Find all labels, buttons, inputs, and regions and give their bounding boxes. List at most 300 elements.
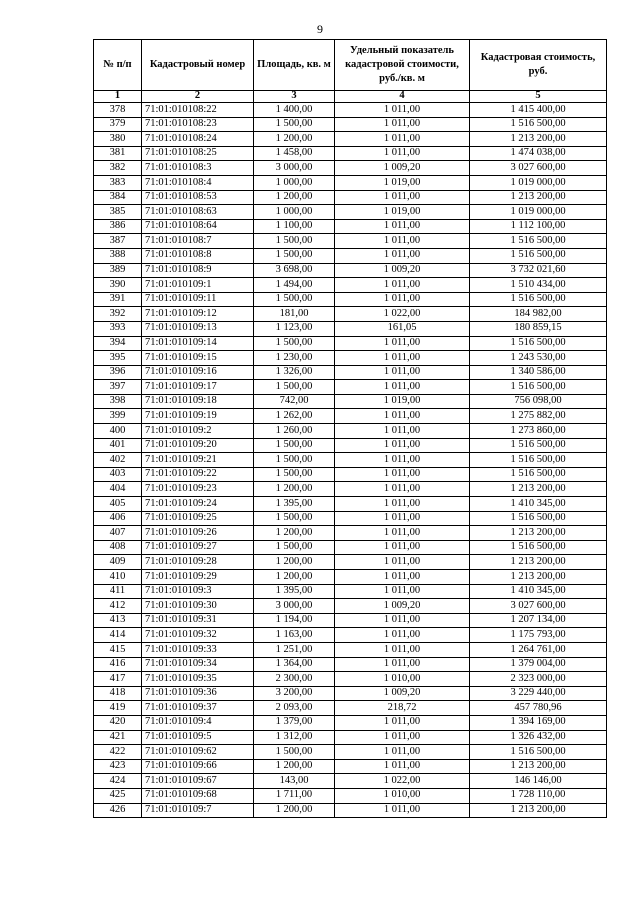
unit-cost-cell: 1 011,00 (335, 248, 470, 263)
cadastral-value-cell: 1 516 500,00 (470, 234, 607, 249)
table-row (94, 351, 607, 366)
unit-cost-cell: 1 011,00 (335, 628, 470, 643)
row-number-cell: 408 (94, 540, 142, 555)
unit-cost-cell: 1 011,00 (335, 745, 470, 760)
cadastral-value-cell: 1 213 200,00 (470, 759, 607, 774)
cadastral-value-cell: 1 516 500,00 (470, 292, 607, 307)
cadastral-value-cell: 3 027 600,00 (470, 161, 607, 176)
unit-cost-cell: 1 009,20 (335, 686, 470, 701)
cadastral-id-cell: 71:01:010109:62 (142, 745, 254, 760)
area-cell: 1 200,00 (254, 132, 335, 147)
unit-cost-cell: 1 009,20 (335, 599, 470, 614)
cadastral-value-cell: 1 213 200,00 (470, 190, 607, 205)
cadastral-id-cell: 71:01:010109:23 (142, 482, 254, 497)
row-number-cell: 426 (94, 803, 142, 818)
row-number-cell: 379 (94, 117, 142, 132)
area-cell: 1 194,00 (254, 613, 335, 628)
table-row (94, 161, 607, 176)
row-number-cell: 385 (94, 205, 142, 220)
cadastral-id-cell: 71:01:010109:13 (142, 321, 254, 336)
table-row (94, 453, 607, 468)
cadastral-value-cell: 1 410 345,00 (470, 584, 607, 599)
row-number-cell: 397 (94, 380, 142, 395)
header-cadastral-id: Кадастровый номер (142, 40, 254, 91)
table-row (94, 336, 607, 351)
unit-cost-cell: 1 011,00 (335, 657, 470, 672)
area-cell: 1 200,00 (254, 555, 335, 570)
area-cell: 1 364,00 (254, 657, 335, 672)
row-number-cell: 381 (94, 146, 142, 161)
table-row (94, 321, 607, 336)
cadastral-id-cell: 71:01:010109:66 (142, 759, 254, 774)
cadastral-value-cell: 1 275 882,00 (470, 409, 607, 424)
area-cell: 1 260,00 (254, 424, 335, 439)
area-cell: 1 500,00 (254, 234, 335, 249)
cadastral-id-cell: 71:01:010109:22 (142, 467, 254, 482)
cadastral-value-cell: 1 516 500,00 (470, 453, 607, 468)
column-number: 5 (470, 91, 607, 103)
cadastral-id-cell: 71:01:010109:25 (142, 511, 254, 526)
area-cell: 3 200,00 (254, 686, 335, 701)
table-row (94, 103, 607, 118)
unit-cost-cell: 1 011,00 (335, 730, 470, 745)
area-cell: 3 000,00 (254, 161, 335, 176)
row-number-cell: 417 (94, 672, 142, 687)
cadastral-id-cell: 71:01:010109:16 (142, 365, 254, 380)
cadastral-value-cell: 1 394 169,00 (470, 715, 607, 730)
cadastral-id-cell: 71:01:010108:4 (142, 175, 254, 190)
row-number-cell: 400 (94, 424, 142, 439)
area-cell: 1 458,00 (254, 146, 335, 161)
cadastral-value-cell: 1 213 200,00 (470, 132, 607, 147)
unit-cost-cell: 1 011,00 (335, 146, 470, 161)
unit-cost-cell: 1 010,00 (335, 788, 470, 803)
cadastral-id-cell: 71:01:010109:4 (142, 715, 254, 730)
cadastral-id-cell: 71:01:010109:12 (142, 307, 254, 322)
unit-cost-cell: 1 011,00 (335, 642, 470, 657)
unit-cost-cell: 1 011,00 (335, 424, 470, 439)
area-cell: 3 698,00 (254, 263, 335, 278)
row-number-cell: 401 (94, 438, 142, 453)
unit-cost-cell: 1 019,00 (335, 175, 470, 190)
table-row (94, 292, 607, 307)
cadastral-value-cell: 1 516 500,00 (470, 117, 607, 132)
table-row (94, 657, 607, 672)
cadastral-value-cell: 1 326 432,00 (470, 730, 607, 745)
row-number-cell: 405 (94, 497, 142, 512)
cadastral-value-cell: 1 474 038,00 (470, 146, 607, 161)
area-cell: 1 500,00 (254, 540, 335, 555)
unit-cost-cell: 1 011,00 (335, 438, 470, 453)
header-area: Площадь, кв. м (254, 40, 335, 91)
row-number-cell: 418 (94, 686, 142, 701)
column-number: 2 (142, 91, 254, 103)
table-row (94, 438, 607, 453)
cadastral-value-cell: 1 213 200,00 (470, 570, 607, 585)
row-number-cell: 391 (94, 292, 142, 307)
cadastral-id-cell: 71:01:010109:68 (142, 788, 254, 803)
area-cell: 1 200,00 (254, 803, 335, 818)
table-row (94, 642, 607, 657)
area-cell: 1 163,00 (254, 628, 335, 643)
cadastral-value-cell: 180 859,15 (470, 321, 607, 336)
area-cell: 1 500,00 (254, 467, 335, 482)
cadastral-value-cell: 1 019 000,00 (470, 205, 607, 220)
table-row (94, 307, 607, 322)
area-cell: 1 400,00 (254, 103, 335, 118)
unit-cost-cell: 1 011,00 (335, 526, 470, 541)
table-row (94, 278, 607, 293)
cadastral-id-cell: 71:01:010109:26 (142, 526, 254, 541)
cadastral-id-cell: 71:01:010108:8 (142, 248, 254, 263)
row-number-cell: 413 (94, 613, 142, 628)
table-row (94, 146, 607, 161)
cadastral-id-cell: 71:01:010109:27 (142, 540, 254, 555)
unit-cost-cell: 1 011,00 (335, 190, 470, 205)
area-cell: 1 200,00 (254, 190, 335, 205)
cadastral-id-cell: 71:01:010109:17 (142, 380, 254, 395)
row-number-cell: 407 (94, 526, 142, 541)
cadastral-value-cell: 1 516 500,00 (470, 380, 607, 395)
cadastral-id-cell: 71:01:010108:23 (142, 117, 254, 132)
cadastral-id-cell: 71:01:010109:19 (142, 409, 254, 424)
cadastral-value-cell: 1 728 110,00 (470, 788, 607, 803)
area-cell: 1 200,00 (254, 526, 335, 541)
row-number-cell: 394 (94, 336, 142, 351)
row-number-cell: 403 (94, 467, 142, 482)
unit-cost-cell: 1 011,00 (335, 467, 470, 482)
area-cell: 1 500,00 (254, 511, 335, 526)
cadastral-value-cell: 1 415 400,00 (470, 103, 607, 118)
unit-cost-cell: 1 011,00 (335, 613, 470, 628)
cadastral-value-cell: 1 213 200,00 (470, 555, 607, 570)
cadastral-value-cell: 756 098,00 (470, 394, 607, 409)
table-row (94, 774, 607, 789)
cadastral-id-cell: 71:01:010108:63 (142, 205, 254, 220)
unit-cost-cell: 1 011,00 (335, 511, 470, 526)
table-row (94, 584, 607, 599)
cadastral-id-cell: 71:01:010108:7 (142, 234, 254, 249)
unit-cost-cell: 1 011,00 (335, 715, 470, 730)
cadastral-value-cell: 1 175 793,00 (470, 628, 607, 643)
table-row (94, 234, 607, 249)
unit-cost-cell: 1 011,00 (335, 365, 470, 380)
table-body (94, 103, 607, 818)
cadastral-id-cell: 71:01:010108:22 (142, 103, 254, 118)
unit-cost-cell: 1 019,00 (335, 394, 470, 409)
unit-cost-cell: 1 011,00 (335, 132, 470, 147)
unit-cost-cell: 1 011,00 (335, 759, 470, 774)
area-cell: 3 000,00 (254, 599, 335, 614)
unit-cost-cell: 1 009,20 (335, 263, 470, 278)
cadastre-table (93, 39, 607, 818)
area-cell: 1 230,00 (254, 351, 335, 366)
cadastral-id-cell: 71:01:010109:7 (142, 803, 254, 818)
cadastral-value-cell: 1 516 500,00 (470, 336, 607, 351)
cadastral-id-cell: 71:01:010109:2 (142, 424, 254, 439)
area-cell: 1 312,00 (254, 730, 335, 745)
row-number-cell: 420 (94, 715, 142, 730)
table-row (94, 788, 607, 803)
row-number-cell: 398 (94, 394, 142, 409)
table-row (94, 365, 607, 380)
cadastral-value-cell: 1 213 200,00 (470, 482, 607, 497)
table-row (94, 263, 607, 278)
cadastral-value-cell: 1 516 500,00 (470, 511, 607, 526)
cadastral-id-cell: 71:01:010109:30 (142, 599, 254, 614)
unit-cost-cell: 1 019,00 (335, 205, 470, 220)
row-number-cell: 392 (94, 307, 142, 322)
row-number-cell: 404 (94, 482, 142, 497)
column-number-row (94, 91, 607, 103)
area-cell: 2 093,00 (254, 701, 335, 716)
cadastral-value-cell: 3 732 021,60 (470, 263, 607, 278)
table-row (94, 613, 607, 628)
unit-cost-cell: 1 010,00 (335, 672, 470, 687)
cadastral-value-cell: 1 273 860,00 (470, 424, 607, 439)
row-number-cell: 421 (94, 730, 142, 745)
cadastral-id-cell: 71:01:010109:15 (142, 351, 254, 366)
row-number-cell: 402 (94, 453, 142, 468)
row-number-cell: 415 (94, 642, 142, 657)
row-number-cell: 386 (94, 219, 142, 234)
cadastral-value-cell: 1 264 761,00 (470, 642, 607, 657)
header-number: № п/п (94, 40, 142, 91)
cadastral-value-cell: 1 379 004,00 (470, 657, 607, 672)
table-row (94, 672, 607, 687)
cadastral-id-cell: 71:01:010109:35 (142, 672, 254, 687)
table-row (94, 409, 607, 424)
area-cell: 1 262,00 (254, 409, 335, 424)
column-number: 4 (335, 91, 470, 103)
row-number-cell: 399 (94, 409, 142, 424)
area-cell: 1 711,00 (254, 788, 335, 803)
table-row (94, 117, 607, 132)
area-cell: 1 500,00 (254, 117, 335, 132)
cadastral-value-cell: 1 516 500,00 (470, 467, 607, 482)
unit-cost-cell: 1 011,00 (335, 234, 470, 249)
cadastral-value-cell: 184 982,00 (470, 307, 607, 322)
cadastral-id-cell: 71:01:010109:14 (142, 336, 254, 351)
table-row (94, 599, 607, 614)
row-number-cell: 388 (94, 248, 142, 263)
row-number-cell: 393 (94, 321, 142, 336)
unit-cost-cell: 1 011,00 (335, 540, 470, 555)
row-number-cell: 424 (94, 774, 142, 789)
table-row (94, 219, 607, 234)
area-cell: 1 000,00 (254, 175, 335, 190)
unit-cost-cell: 1 011,00 (335, 453, 470, 468)
cadastral-id-cell: 71:01:010109:34 (142, 657, 254, 672)
cadastral-value-cell: 1 410 345,00 (470, 497, 607, 512)
row-number-cell: 422 (94, 745, 142, 760)
cadastral-value-cell: 1 516 500,00 (470, 745, 607, 760)
table-row (94, 482, 607, 497)
column-number: 3 (254, 91, 335, 103)
cadastral-id-cell: 71:01:010108:9 (142, 263, 254, 278)
unit-cost-cell: 1 011,00 (335, 482, 470, 497)
row-number-cell: 384 (94, 190, 142, 205)
unit-cost-cell: 1 011,00 (335, 336, 470, 351)
area-cell: 1 395,00 (254, 584, 335, 599)
row-number-cell: 414 (94, 628, 142, 643)
cadastral-id-cell: 71:01:010109:33 (142, 642, 254, 657)
area-cell: 1 395,00 (254, 497, 335, 512)
cadastral-value-cell: 1 340 586,00 (470, 365, 607, 380)
unit-cost-cell: 1 011,00 (335, 409, 470, 424)
row-number-cell: 390 (94, 278, 142, 293)
cadastral-id-cell: 71:01:010109:11 (142, 292, 254, 307)
row-number-cell: 378 (94, 103, 142, 118)
cadastral-value-cell: 457 780,96 (470, 701, 607, 716)
unit-cost-cell: 161,05 (335, 321, 470, 336)
unit-cost-cell: 1 011,00 (335, 292, 470, 307)
area-cell: 1 500,00 (254, 380, 335, 395)
cadastral-id-cell: 71:01:010109:24 (142, 497, 254, 512)
table-row (94, 424, 607, 439)
unit-cost-cell: 218,72 (335, 701, 470, 716)
unit-cost-cell: 1 011,00 (335, 103, 470, 118)
area-cell: 1 200,00 (254, 570, 335, 585)
row-number-cell: 419 (94, 701, 142, 716)
cadastral-id-cell: 71:01:010109:21 (142, 453, 254, 468)
table-row (94, 175, 607, 190)
row-number-cell: 411 (94, 584, 142, 599)
table-row (94, 555, 607, 570)
unit-cost-cell: 1 011,00 (335, 584, 470, 599)
cadastral-id-cell: 71:01:010108:25 (142, 146, 254, 161)
cadastral-value-cell: 1 207 134,00 (470, 613, 607, 628)
cadastral-value-cell: 1 516 500,00 (470, 540, 607, 555)
cadastral-value-cell: 1 516 500,00 (470, 438, 607, 453)
cadastral-id-cell: 71:01:010109:18 (142, 394, 254, 409)
cadastral-id-cell: 71:01:010108:53 (142, 190, 254, 205)
table-row (94, 701, 607, 716)
cadastral-id-cell: 71:01:010108:64 (142, 219, 254, 234)
table-row (94, 745, 607, 760)
table-row (94, 540, 607, 555)
row-number-cell: 410 (94, 570, 142, 585)
row-number-cell: 412 (94, 599, 142, 614)
area-cell: 1 494,00 (254, 278, 335, 293)
cadastral-value-cell: 3 027 600,00 (470, 599, 607, 614)
row-number-cell: 380 (94, 132, 142, 147)
unit-cost-cell: 1 011,00 (335, 380, 470, 395)
cadastral-value-cell: 1 516 500,00 (470, 248, 607, 263)
row-number-cell: 425 (94, 788, 142, 803)
row-number-cell: 423 (94, 759, 142, 774)
cadastral-id-cell: 71:01:010108:24 (142, 132, 254, 147)
cadastral-id-cell: 71:01:010109:32 (142, 628, 254, 643)
area-cell: 143,00 (254, 774, 335, 789)
row-number-cell: 416 (94, 657, 142, 672)
table-header-row (94, 40, 607, 91)
area-cell: 1 100,00 (254, 219, 335, 234)
cadastral-id-cell: 71:01:010109:67 (142, 774, 254, 789)
table-row (94, 511, 607, 526)
table-row (94, 730, 607, 745)
cadastral-id-cell: 71:01:010108:3 (142, 161, 254, 176)
cadastral-id-cell: 71:01:010109:3 (142, 584, 254, 599)
table-row (94, 497, 607, 512)
area-cell: 181,00 (254, 307, 335, 322)
row-number-cell: 383 (94, 175, 142, 190)
unit-cost-cell: 1 011,00 (335, 117, 470, 132)
table-row (94, 467, 607, 482)
table-row (94, 803, 607, 818)
cadastral-value-cell: 1 112 100,00 (470, 219, 607, 234)
cadastral-id-cell: 71:01:010109:1 (142, 278, 254, 293)
area-cell: 1 500,00 (254, 745, 335, 760)
area-cell: 1 500,00 (254, 248, 335, 263)
area-cell: 1 251,00 (254, 642, 335, 657)
cadastral-id-cell: 71:01:010109:20 (142, 438, 254, 453)
page-number: 9 (317, 22, 323, 36)
area-cell: 1 123,00 (254, 321, 335, 336)
area-cell: 742,00 (254, 394, 335, 409)
row-number-cell: 396 (94, 365, 142, 380)
area-cell: 2 300,00 (254, 672, 335, 687)
table-row (94, 715, 607, 730)
cadastral-value-cell: 1 019 000,00 (470, 175, 607, 190)
column-number: 1 (94, 91, 142, 103)
cadastral-id-cell: 71:01:010109:5 (142, 730, 254, 745)
row-number-cell: 409 (94, 555, 142, 570)
table-row (94, 205, 607, 220)
unit-cost-cell: 1 011,00 (335, 803, 470, 818)
unit-cost-cell: 1 011,00 (335, 570, 470, 585)
table-row (94, 628, 607, 643)
cadastral-id-cell: 71:01:010109:28 (142, 555, 254, 570)
row-number-cell: 395 (94, 351, 142, 366)
table-row (94, 248, 607, 263)
unit-cost-cell: 1 022,00 (335, 774, 470, 789)
area-cell: 1 326,00 (254, 365, 335, 380)
cadastral-value-cell: 1 213 200,00 (470, 803, 607, 818)
cadastral-id-cell: 71:01:010109:29 (142, 570, 254, 585)
unit-cost-cell: 1 011,00 (335, 219, 470, 234)
table-row (94, 686, 607, 701)
cadastral-value-cell: 2 323 000,00 (470, 672, 607, 687)
cadastral-value-cell: 1 213 200,00 (470, 526, 607, 541)
unit-cost-cell: 1 011,00 (335, 278, 470, 293)
table-row (94, 380, 607, 395)
row-number-cell: 387 (94, 234, 142, 249)
header-unit-cost: Удельный показатель кадастровой стоимости, руб./кв. м (335, 40, 470, 91)
table-row (94, 759, 607, 774)
cadastral-value-cell: 1 243 530,00 (470, 351, 607, 366)
unit-cost-cell: 1 022,00 (335, 307, 470, 322)
table-row (94, 132, 607, 147)
unit-cost-cell: 1 009,20 (335, 161, 470, 176)
area-cell: 1 000,00 (254, 205, 335, 220)
unit-cost-cell: 1 011,00 (335, 351, 470, 366)
cadastral-value-cell: 146 146,00 (470, 774, 607, 789)
area-cell: 1 500,00 (254, 336, 335, 351)
cadastral-value-cell: 3 229 440,00 (470, 686, 607, 701)
cadastral-id-cell: 71:01:010109:37 (142, 701, 254, 716)
cadastral-id-cell: 71:01:010109:31 (142, 613, 254, 628)
table-row (94, 570, 607, 585)
header-cadastral-value: Кадастровая стоимость, руб. (470, 40, 607, 91)
area-cell: 1 200,00 (254, 759, 335, 774)
unit-cost-cell: 1 011,00 (335, 497, 470, 512)
table-row (94, 190, 607, 205)
row-number-cell: 382 (94, 161, 142, 176)
area-cell: 1 500,00 (254, 438, 335, 453)
cadastral-value-cell: 1 510 434,00 (470, 278, 607, 293)
table-row (94, 394, 607, 409)
